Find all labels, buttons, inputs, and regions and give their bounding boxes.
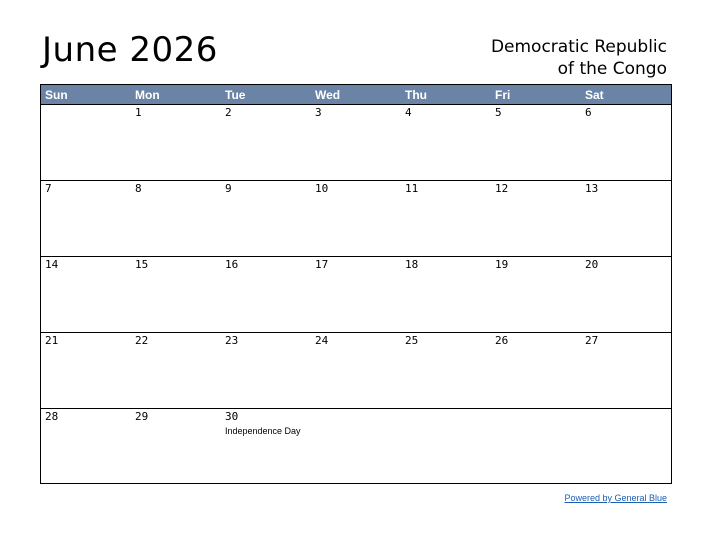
day-cell	[41, 333, 131, 408]
day-cell	[311, 181, 401, 256]
day-cell	[131, 181, 221, 256]
day-cell	[581, 181, 671, 256]
day-number: 24	[315, 334, 329, 347]
day-number: 9	[225, 182, 232, 195]
day-cell	[131, 333, 221, 408]
week-row	[41, 333, 671, 409]
country-line-1: Democratic Republic	[490, 37, 667, 57]
day-number: 13	[585, 182, 599, 195]
day-number: 6	[585, 106, 592, 119]
day-number: 1	[135, 106, 142, 119]
day-number: 29	[135, 410, 149, 423]
day-number: 30	[225, 410, 239, 423]
weekday-tue: Tue	[225, 88, 246, 102]
day-cell	[131, 105, 221, 180]
day-number: 20	[585, 258, 599, 271]
day-cell	[131, 257, 221, 332]
day-cell	[41, 181, 131, 256]
day-cell	[491, 105, 581, 180]
day-cell	[311, 105, 401, 180]
day-cell	[401, 105, 491, 180]
week-row	[41, 409, 671, 485]
weekday-sun: Sun	[45, 88, 68, 102]
country-name	[491, 36, 667, 80]
day-cell	[221, 257, 311, 332]
day-number: 22	[135, 334, 149, 347]
weekday-fri: Fri	[495, 88, 511, 102]
weekday-mon: Mon	[135, 88, 160, 102]
day-cell	[491, 181, 581, 256]
day-number: 18	[405, 258, 419, 271]
day-cell	[491, 409, 581, 485]
day-cell	[491, 257, 581, 332]
day-cell	[581, 409, 671, 485]
day-cell	[401, 257, 491, 332]
day-cell	[221, 105, 311, 180]
day-number: 7	[45, 182, 52, 195]
powered-by-link[interactable]: Powered by General Blue	[564, 493, 667, 503]
day-cell	[491, 333, 581, 408]
day-number: 27	[585, 334, 599, 347]
day-cell	[581, 105, 671, 180]
week-row	[41, 257, 671, 333]
day-number: 5	[495, 106, 502, 119]
day-number: 25	[405, 334, 419, 347]
day-number: 17	[315, 258, 329, 271]
day-number: 2	[225, 106, 232, 119]
day-cell	[581, 257, 671, 332]
day-number: 10	[315, 182, 329, 195]
day-number: 28	[45, 410, 59, 423]
calendar-grid	[40, 84, 672, 484]
day-number: 3	[315, 106, 322, 119]
day-cell	[41, 409, 131, 485]
day-cell	[401, 181, 491, 256]
day-number: 26	[495, 334, 509, 347]
week-row	[41, 181, 671, 257]
day-cell	[311, 409, 401, 485]
day-cell	[311, 257, 401, 332]
weekday-sat: Sat	[585, 88, 604, 102]
day-cell	[401, 409, 491, 485]
country-line-2: of the Congo	[557, 59, 667, 79]
day-number: 16	[225, 258, 239, 271]
day-cell	[311, 333, 401, 408]
day-number: 19	[495, 258, 509, 271]
month-title: June 2026	[42, 30, 218, 70]
day-number: 15	[135, 258, 149, 271]
day-number: 14	[45, 258, 59, 271]
day-cell	[131, 409, 221, 485]
weekday-wed: Wed	[315, 88, 341, 102]
day-cell	[401, 333, 491, 408]
day-cell	[221, 333, 311, 408]
weekday-header-row	[41, 85, 671, 105]
day-cell	[581, 333, 671, 408]
holiday-label: Independence Day	[225, 426, 301, 436]
day-cell	[221, 409, 311, 485]
day-number: 12	[495, 182, 509, 195]
week-row	[41, 105, 671, 181]
day-cell	[221, 181, 311, 256]
day-cell	[41, 105, 131, 180]
day-number: 21	[45, 334, 59, 347]
day-number: 8	[135, 182, 142, 195]
day-number: 11	[405, 182, 419, 195]
day-number: 23	[225, 334, 239, 347]
weekday-thu: Thu	[405, 88, 427, 102]
day-number: 4	[405, 106, 412, 119]
day-cell	[41, 257, 131, 332]
